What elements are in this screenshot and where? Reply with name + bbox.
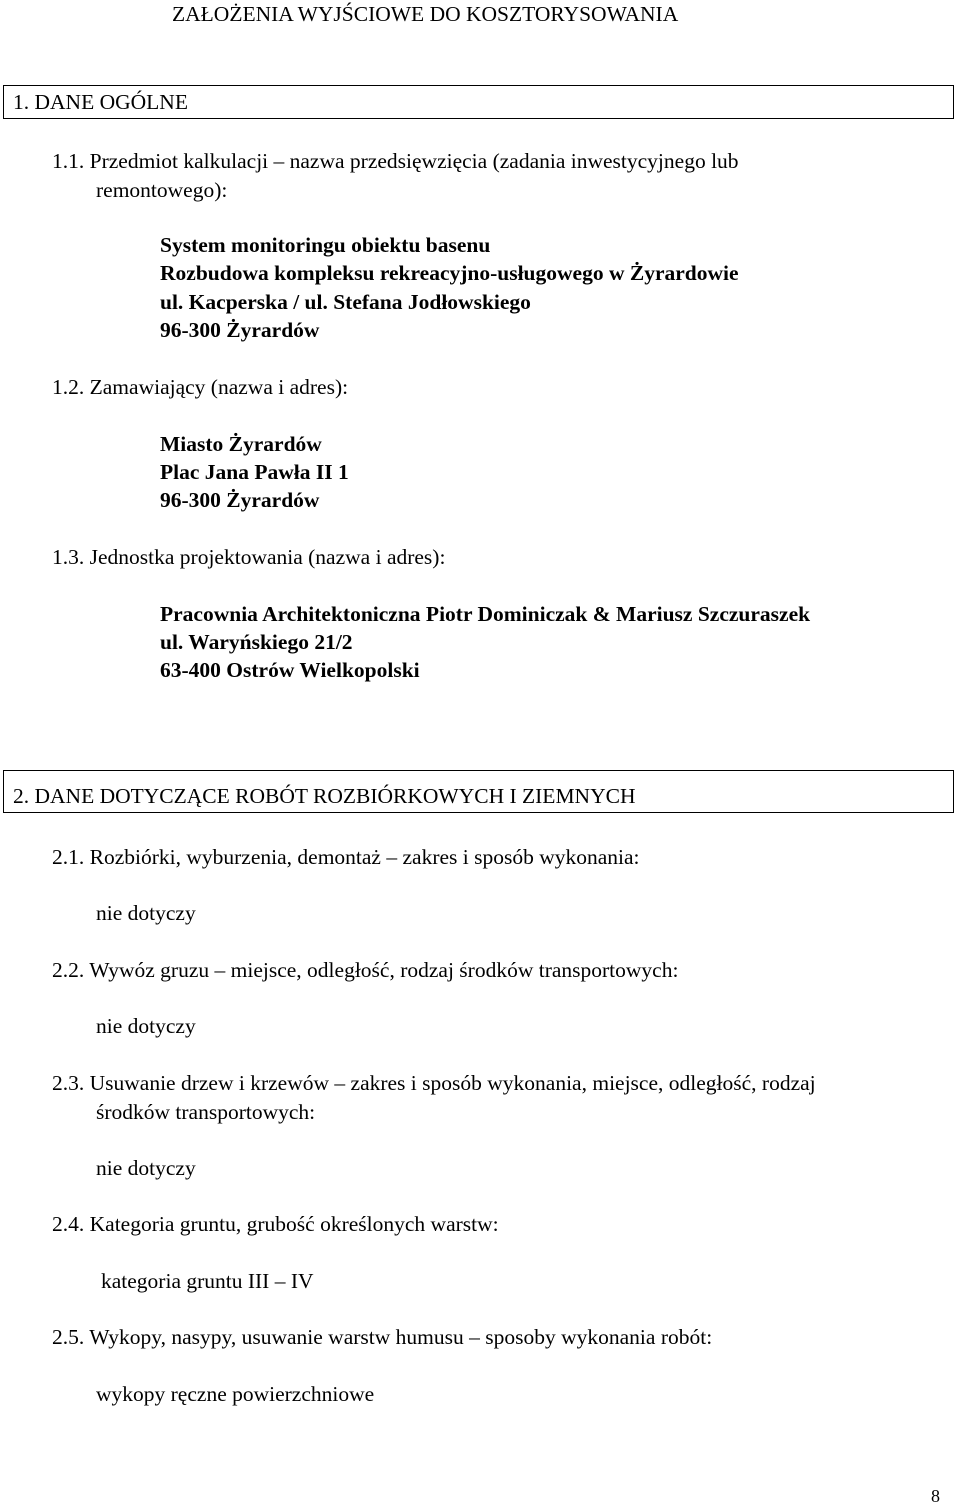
item-1-2-value-line: Plac Jana Pawła II 1 — [160, 460, 349, 484]
item-1-3-value-line: Pracownia Architektoniczna Piotr Dominiczak & Mariusz Szczuraszek — [160, 602, 811, 626]
item-1-2-value-line: Miasto Żyrardów — [160, 432, 322, 456]
section-1-heading-box — [3, 85, 954, 119]
item-2-1-label: 2.1. Rozbiórki, wyburzenia, demontaż – zakres i sposób wykonania: — [52, 845, 640, 869]
document-title: ZAŁOŻENIA WYJŚCIOWE DO KOSZTORYSOWANIA — [172, 2, 679, 26]
section-2-heading-box — [3, 770, 954, 813]
item-2-1-value: nie dotyczy — [96, 901, 196, 925]
item-1-1-value-line: ul. Kacperska / ul. Stefana Jodłowskiego — [160, 290, 531, 314]
item-1-2-value-line: 96-300 Żyrardów — [160, 488, 320, 512]
item-1-1-label: 1.1. Przedmiot kalkulacji – nazwa przedsięwzięcia (zadania inwestycyjnego lub — [52, 149, 739, 173]
page-number: 8 — [931, 1486, 940, 1506]
section-2-heading: 2. DANE DOTYCZĄCE ROBÓT ROZBIÓRKOWYCH I ZIEMNYCH — [13, 784, 636, 808]
item-2-3-label: 2.3. Usuwanie drzew i krzewów – zakres i sposób wykonania, miejsce, odległość, rodzaj — [52, 1071, 816, 1095]
item-1-1-value-line: 96-300 Żyrardów — [160, 318, 320, 342]
item-1-1-value-line: Rozbudowa kompleksu rekreacyjno-usługowego w Żyrardowie — [160, 261, 739, 285]
item-1-1-label-cont: remontowego): — [96, 178, 228, 202]
item-2-4-value: kategoria gruntu III – IV — [101, 1269, 314, 1293]
item-2-3-value: nie dotyczy — [96, 1156, 196, 1180]
item-1-1-value-line: System monitoringu obiektu basenu — [160, 233, 491, 257]
item-2-2-value: nie dotyczy — [96, 1014, 196, 1038]
item-1-3-value-line: ul. Waryńskiego 21/2 — [160, 630, 353, 654]
item-2-5-label: 2.5. Wykopy, nasypy, usuwanie warstw humusu – sposoby wykonania robót: — [52, 1325, 713, 1349]
item-1-3-value-line: 63-400 Ostrów Wielkopolski — [160, 658, 420, 682]
item-2-2-label: 2.2. Wywóz gruzu – miejsce, odległość, rodzaj środków transportowych: — [52, 958, 679, 982]
item-2-3-label-cont: środków transportowych: — [96, 1100, 316, 1124]
item-2-4-label: 2.4. Kategoria gruntu, grubość określonych warstw: — [52, 1212, 499, 1236]
item-1-2-label: 1.2. Zamawiający (nazwa i adres): — [52, 375, 349, 399]
item-1-3-label: 1.3. Jednostka projektowania (nazwa i adres): — [52, 545, 446, 569]
section-1-heading: 1. DANE OGÓLNE — [13, 90, 188, 114]
item-2-5-value: wykopy ręczne powierzchniowe — [96, 1382, 375, 1406]
